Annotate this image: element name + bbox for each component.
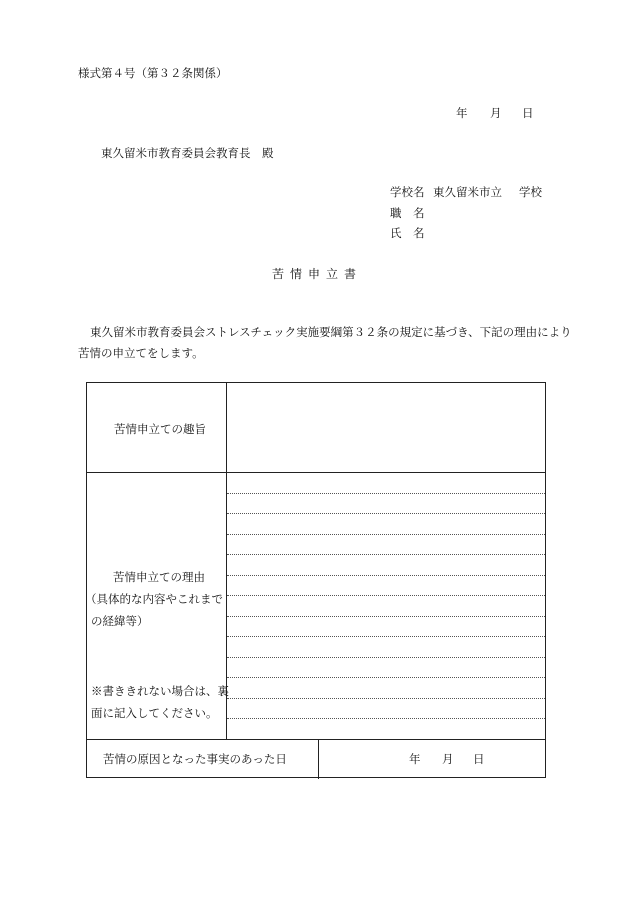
school-name-value: 東久留米市立 [433,185,502,199]
reason-label [85,567,223,633]
school-name-suffix: 学校 [519,185,542,199]
addressee-honorific: 殿 [262,146,274,160]
reason-field[interactable] [227,473,545,739]
form-number: 様式第４号（第３２条関係） [78,66,228,80]
purpose-label: 苦情申立ての趣旨 [114,422,206,436]
incident-date-month: 月 [442,752,454,766]
addressee-name: 東久留米市教育委員会教育長 [101,146,251,160]
document-title: 苦情申立書 [272,267,363,281]
applicant-name-label: 氏 名 [390,226,425,240]
incident-date-field[interactable] [319,740,545,777]
date-year-label: 年 [456,106,468,120]
date-day-label: 日 [522,106,534,120]
reason-note [91,681,229,725]
position-label: 職 名 [390,206,425,220]
incident-date-label: 苦情の原因となった事実のあった日 [103,752,287,766]
reason-note-line1: ※書ききれない場合は、裏 [91,684,229,698]
reason-label-line1: 苦情申立ての理由 [113,570,205,584]
school-name-label: 学校名 [390,185,425,199]
body-text-line1: 東久留米市教育委員会ストレスチェック実施要綱第３２条の規定に基づき、下記の理由により [90,325,572,339]
reason-note-line2: 面に記入してください。 [91,705,218,720]
complaint-form-table [86,382,546,778]
purpose-field[interactable] [227,383,545,472]
reason-label-line2: （具体的な内容やこれまで [85,591,223,606]
date-month-label: 月 [490,106,502,120]
incident-date-day: 日 [473,752,485,766]
incident-date-year: 年 [409,752,421,766]
reason-label-line3: の経緯等） [91,613,149,628]
body-text-line2: 苦情の申立てをします。 [78,346,204,360]
